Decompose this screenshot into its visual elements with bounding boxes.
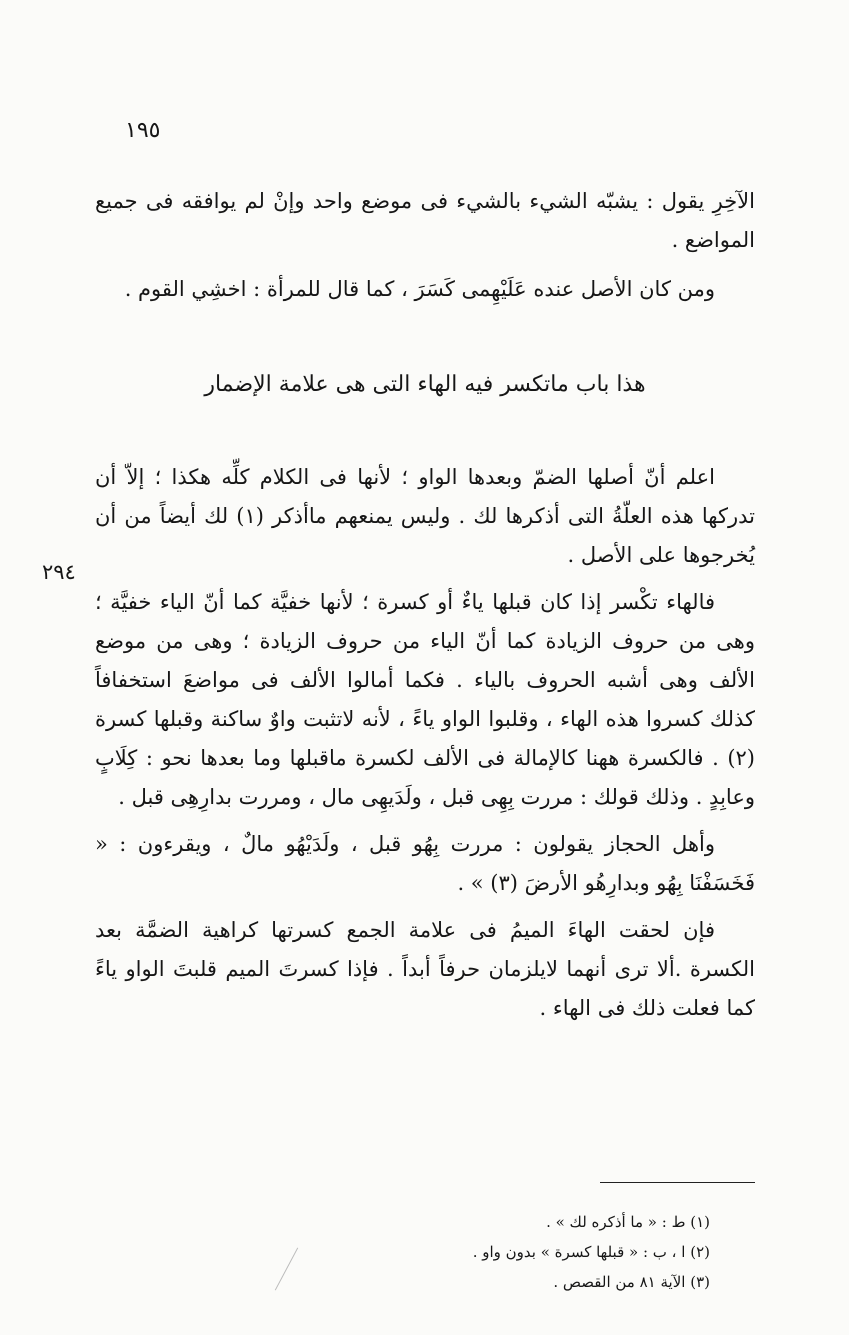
paragraph: وأهل الحجاز يقولون : مررت بِهُو قبل ، ولَدَيْهُو مالٌ ، ويقرءون : « فَخَسَفْنَا بِهُو وبدارِهُو الأرضَ (٣) » . <box>95 832 755 895</box>
paragraph: الآخِرِ يقول : يشبّه الشيء بالشيء فى موضع واحد وإنْ لم يوافقه فى جميع المواضع . <box>95 189 755 252</box>
chapter-heading: هذا باب ماتكسر فيه الهاء التى هى علامة الإضمار <box>204 372 646 397</box>
footnote: (٣) الآية ٨١ من القصص . <box>553 1273 710 1291</box>
footnote: (١) ط : « ما أذكره لك » . <box>546 1213 710 1231</box>
paragraph: فإن لحقت الهاءَ الميمُ فى علامة الجمع كسرتها كراهية الضمَّة بعد الكسرة .ألا ترى أنهما لايلزمان حرفاً أبداً . فإذا كسرتَ الميم قلبتَ الواو ياءً كما فعلت ذلك فى الهاء . <box>95 918 755 1020</box>
footnotes <box>300 1207 710 1297</box>
scan-mark <box>275 1248 298 1291</box>
main-text-block <box>95 458 755 1028</box>
footnote-divider <box>600 1182 755 1183</box>
paragraph: اعلم أنّ أصلها الضمّ وبعدها الواو ؛ لأنها فى الكلام كلِّه هكذا ؛ إلاّ أن تدركها هذه العلّةُ التى أذكرها لك . وليس يمنعهم ماأذكر (١) لك أيضاً من أن يُخرجوها على الأصل . <box>95 465 755 567</box>
continued-text-block <box>95 182 755 309</box>
page-number: ١٩٥ <box>125 118 161 143</box>
paragraph: فالهاء تكْسر إذا كان قبلها ياءٌ أو كسرة ؛ لأنها خفيَّة كما أنّ الياء خفيَّة ؛ وهى من حروف الزيادة كما أنّ الياء من حروف الزيادة ؛ وهى من موضع الألف وهى أشبه الحروف بالياء . فكما أمالوا الألف فى مواضعَ استخفافاً كذلك كسروا هذه الهاء ، وقلبوا الواو ياءً ، لأنه لاتثبت واوٌ ساكنة وقبلها كسرة (٢) . فالكسرة ههنا كالإمالة فى الألف لكسرة ماقبلها وما بعدها نحو : كِلَابٍ وعابِدٍ . وذلك قولك : مررت بِهِى قبل ، ولَدَيهِى مال ، ومررت بدارِهِى قبل . <box>95 590 755 809</box>
footnote: (٢) ا ، ب : « قبلها كسرة » بدون واو . <box>472 1243 710 1261</box>
margin-reference-number: ٢٩٤ <box>42 560 76 584</box>
paragraph: ومن كان الأصل عنده عَلَيْهِمى كَسَرَ ، كما قال للمرأة : اخشِي القوم . <box>124 277 715 301</box>
